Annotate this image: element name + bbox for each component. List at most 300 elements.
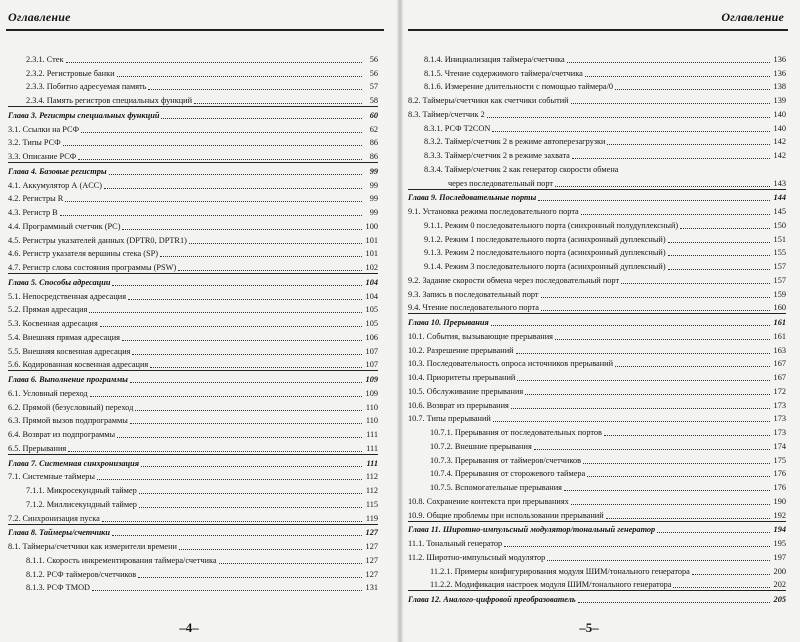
toc-entry-page: 102 <box>365 263 378 272</box>
left-page <box>0 0 398 642</box>
dot-leader <box>112 277 362 286</box>
toc-entry-title: 9.1.2. Режим 1 последовательного порта (асинхронный дуплексный) <box>424 234 666 244</box>
page-number: –4– <box>179 620 199 635</box>
toc-entry-page: 159 <box>773 289 786 299</box>
toc-entry <box>8 135 378 149</box>
toc-entry-page: 173 <box>773 400 786 410</box>
toc-entry-title: 6.1. Условный переход <box>8 388 88 398</box>
toc-entry-page: 136 <box>773 68 786 78</box>
toc-entry <box>8 482 378 496</box>
dot-leader <box>179 541 362 550</box>
toc-entry-title: 10.7.5. Вспомогательные прерывания <box>430 483 562 492</box>
dot-leader <box>100 318 362 327</box>
toc-entry-title: 7.1. Системные таймеры <box>8 472 96 482</box>
toc-entry <box>8 510 378 524</box>
toc-entry-page: 155 <box>773 248 786 258</box>
toc-entry <box>408 356 786 370</box>
toc-entry <box>408 258 786 272</box>
toc-entry <box>8 552 378 566</box>
toc-entry-page: 62 <box>369 124 378 134</box>
toc-chapter-entry <box>8 454 378 469</box>
toc-entry-title: Глава 8. Таймеры/счетчики <box>8 528 110 538</box>
toc-entry-page: 205 <box>773 595 786 604</box>
toc-chapter-entry <box>408 590 786 605</box>
toc-entry-title: 10.7.3. Прерывания от таймеров/счетчиков <box>430 455 582 465</box>
toc-entry <box>408 134 786 148</box>
dot-leader <box>138 569 362 578</box>
toc-entry-title: 5.3. Косвенная адресация <box>8 319 98 328</box>
dot-leader <box>65 193 362 202</box>
toc-entry-title: 5.6. Кодированная косвенная адресация <box>8 360 149 370</box>
toc-entry <box>408 424 786 438</box>
dot-leader <box>615 81 770 90</box>
toc-entry-page: 151 <box>773 234 786 244</box>
toc-entry-title: 8.1.2. РСФ таймеров/счетчиков <box>26 569 137 579</box>
dot-leader <box>492 123 770 132</box>
toc-entry-page: 101 <box>365 249 378 259</box>
dot-leader <box>148 81 362 90</box>
toc-entry <box>408 369 786 383</box>
toc-entry-page: 104 <box>365 291 378 301</box>
toc-entry <box>8 580 378 594</box>
toc-entry-page: 56 <box>369 68 378 78</box>
toc-entry-page: 136 <box>773 54 786 64</box>
toc-entry-title: 5.2. Прямая адресация <box>8 305 88 315</box>
dot-leader <box>92 582 362 591</box>
toc-entry-page: 111 <box>366 430 378 439</box>
toc-entry-title: 4.5. Регистры указателей данных (DPTR0, DPTR1) <box>8 235 187 245</box>
toc-entry-page: 115 <box>365 499 378 509</box>
toc-entry-title: 11.2.2. Модификация настроек модуля ШИМ/тонального генератора <box>430 580 672 590</box>
toc-entry-title: 3.1. Ссылки на РСФ <box>8 124 80 134</box>
dot-leader <box>178 262 362 271</box>
toc-entry <box>408 438 786 452</box>
toc-entry <box>8 191 378 205</box>
toc-entry-page: 112 <box>365 486 378 495</box>
toc-entry-title: 6.5. Прерывания <box>8 443 67 453</box>
toc-entry-title: 8.1.6. Измерение длительности с помощью таймера/0 <box>424 82 614 92</box>
dot-leader <box>583 455 770 464</box>
dot-leader <box>547 552 770 561</box>
toc-entry-title: 8.3.3. Таймер/счетчик 2 в режиме захвата <box>424 151 570 160</box>
toc-chapter-entry <box>408 189 786 204</box>
toc-entry-title: 9.3. Запись в последовательный порт <box>408 289 539 299</box>
dot-leader <box>135 402 362 411</box>
toc-entry-title: 10.7.2. Внешние прерывания <box>430 441 532 451</box>
toc-chapter-entry <box>408 521 786 536</box>
toc-entry <box>408 161 786 175</box>
toc-entry-title: 2.3.1. Стек <box>26 54 64 64</box>
toc-entry <box>8 538 378 552</box>
toc-entry-title: 5.5. Внешняя косвенная адресация <box>8 346 131 356</box>
toc-chapter-entry <box>8 370 378 385</box>
toc-entry <box>8 177 378 191</box>
toc-entry-title: 11.2.1. Примеры конфигурирования модуля ШИМ/тонального генератора <box>430 566 690 576</box>
toc-entry-title: 9.1. Установка режима последовательного порта <box>408 207 579 216</box>
toc-entry-page: 176 <box>773 469 786 479</box>
toc-entry-title: Глава 11. Широтно-импульсный модулятор/тональный генератор <box>408 525 656 535</box>
dot-leader <box>122 332 362 341</box>
dot-leader <box>66 54 362 63</box>
toc-entry-page: 101 <box>365 235 378 245</box>
toc-entry-page: 107 <box>365 346 378 356</box>
toc-entry-page: 131 <box>365 583 378 593</box>
dot-leader <box>680 220 770 229</box>
toc-entry-title: 3.2. Типы РСФ <box>8 138 61 148</box>
dot-leader <box>139 485 362 494</box>
toc-entry-page: 127 <box>365 528 378 538</box>
toc-entry-title: 8.1.1. Скорость инкрементирования таймера/счетчика <box>26 555 217 565</box>
header-rule <box>6 29 384 31</box>
dot-leader <box>97 471 362 480</box>
dot-leader <box>504 538 770 547</box>
toc-entry-title: 4.2. Регистры R <box>8 194 64 204</box>
toc-entry <box>8 148 378 162</box>
dot-leader <box>117 429 362 438</box>
toc-entry <box>408 147 786 161</box>
toc-entry <box>408 563 786 577</box>
toc-entry <box>8 79 378 93</box>
toc-entry-title: 8.3.2. Таймер/счетчик 2 в режиме автоперезагрузки <box>424 137 606 147</box>
toc-entry-title: 4.7. Регистр слова состояния программы (PSW) <box>8 263 177 272</box>
toc-entry-title: через последовательный порт <box>448 178 553 188</box>
toc-entry-title: 10.1. События, вызывающие прерывания <box>408 331 553 341</box>
dot-leader <box>571 496 770 505</box>
toc-entry <box>8 469 378 483</box>
toc-entry-title: 4.1. Аккумулятор А (ACC) <box>8 180 103 190</box>
toc-entry-page: 142 <box>773 137 786 147</box>
toc-entry-title: 7.1.1. Микросекундный таймер <box>26 486 137 495</box>
toc-entry <box>8 343 378 357</box>
toc-entry-title: 10.7. Типы прерываний <box>408 414 491 424</box>
dot-leader <box>657 524 770 533</box>
toc-entry-page: 99 <box>369 208 378 217</box>
toc-entry <box>408 286 786 300</box>
dot-leader <box>130 415 362 424</box>
toc-entry-page: 106 <box>365 332 378 342</box>
toc-entry-page: 111 <box>366 458 378 468</box>
toc-entry-page: 197 <box>773 552 786 562</box>
toc-entry <box>8 232 378 246</box>
dot-leader <box>141 458 362 467</box>
dot-leader <box>534 441 770 450</box>
dot-leader <box>517 372 770 381</box>
toc-entry-page: 200 <box>773 566 786 576</box>
toc-entry-title: 10.8. Сохранение контекста при прерываниях <box>408 496 569 506</box>
toc-entry-page: 150 <box>773 220 786 230</box>
toc-entry <box>408 79 786 93</box>
running-head: Оглавление <box>8 10 71 24</box>
toc-entry-title: 10.7.1. Прерывания от последовательных портов <box>430 428 602 437</box>
toc-chapter-entry <box>408 313 786 328</box>
toc-entry-page: 157 <box>773 262 786 271</box>
toc-entry <box>8 302 378 316</box>
toc-entry-title: 8.3.1. РСФ T2CON <box>424 123 491 133</box>
toc-entry <box>408 397 786 411</box>
toc-entry <box>408 328 786 342</box>
toc-entry <box>408 507 786 521</box>
toc-entry <box>8 204 378 218</box>
toc-entry <box>408 342 786 356</box>
toc-entry <box>408 203 786 217</box>
toc-entry-title: 8.2. Таймеры/счетчики как счетчики событий <box>408 96 569 105</box>
toc-entry-title: 10.9. Общие проблемы при использовании прерываний <box>408 510 604 520</box>
toc-entry <box>8 259 378 273</box>
dot-leader <box>160 248 362 257</box>
toc-entry <box>408 300 786 314</box>
toc-entry-page: 195 <box>773 539 786 548</box>
toc-entry-title: 4.4. Программный счетчик (PC) <box>8 221 121 231</box>
toc-chapter-entry <box>8 524 378 539</box>
toc-entry-page: 104 <box>365 277 378 287</box>
toc-entry-page: 127 <box>365 542 378 551</box>
dot-leader <box>122 221 362 230</box>
toc-entry-page: 127 <box>365 555 378 565</box>
dot-leader <box>567 54 770 63</box>
toc-entry-title: 10.7.4. Прерывания от сторожевого таймера <box>430 469 586 479</box>
dot-leader <box>60 207 362 216</box>
toc-entry <box>408 120 786 134</box>
dot-leader <box>139 499 362 508</box>
toc-entry <box>8 51 378 65</box>
toc-entry-title: 9.1.1. Режим 0 последовательного порта (синхронный полудуплексный) <box>424 220 679 230</box>
toc-entry-page: 140 <box>773 123 786 133</box>
toc-entry-title: Глава 9. Последовательные порты <box>408 193 537 203</box>
dot-leader <box>621 275 770 284</box>
toc-entry-title: 6.4. Возврат из подпрограммы <box>8 430 116 439</box>
toc-chapter-entry <box>8 273 378 288</box>
toc-entry <box>408 106 786 120</box>
dot-leader <box>117 68 362 77</box>
dot-leader <box>128 291 362 300</box>
dot-leader <box>194 95 362 104</box>
toc-entry-page: 174 <box>773 441 786 451</box>
toc-entry-page: 194 <box>773 525 786 535</box>
toc-entry-title: 10.3. Последовательность опроса источников прерываний <box>408 359 614 369</box>
toc-entry-page: 99 <box>369 180 378 190</box>
toc-entry-title: Глава 4. Базовые регистры <box>8 166 107 176</box>
toc-entry-page: 58 <box>369 96 378 105</box>
dot-leader <box>585 68 770 77</box>
toc-entry-page: 167 <box>773 373 786 382</box>
dot-leader <box>668 234 770 243</box>
toc-entry-page: 110 <box>365 402 378 412</box>
toc-entry-page: 173 <box>773 428 786 437</box>
header-rule <box>408 29 788 31</box>
dot-leader <box>578 594 770 603</box>
dot-leader <box>112 527 362 536</box>
toc-entry-page: 144 <box>773 193 786 203</box>
dot-leader <box>555 178 770 187</box>
dot-leader <box>587 468 770 477</box>
dot-leader <box>104 180 362 189</box>
dot-leader <box>491 317 770 326</box>
toc-chapter-entry <box>8 162 378 177</box>
toc-list <box>8 51 378 593</box>
toc-entry <box>8 413 378 427</box>
dot-leader <box>161 110 362 119</box>
dot-leader <box>130 374 362 383</box>
dot-leader <box>555 331 770 340</box>
toc-entry-title: Глава 5. Способы адресации <box>8 277 111 287</box>
dot-leader <box>604 427 770 436</box>
dot-leader <box>516 345 770 354</box>
toc-entry-page: 161 <box>773 318 786 327</box>
dot-leader <box>581 206 770 215</box>
toc-entry-title: 2.3.2. Регистровые банки <box>26 68 115 78</box>
toc-entry-title: 4.6. Регистр указателя вершины стека (SP) <box>8 249 159 259</box>
toc-entry-title: 8.1.4. Инициализация таймера/счетчика <box>424 54 565 64</box>
toc-list <box>408 51 786 605</box>
toc-entry-title: 9.1.4. Режим 3 последовательного порта (асинхронный дуплексный) <box>424 262 666 271</box>
dot-leader <box>572 150 770 159</box>
toc-entry-title: Глава 12. Аналого-цифровой преобразователь <box>408 595 576 604</box>
toc-entry-title: 3.3. Описание РСФ <box>8 152 77 161</box>
toc-entry <box>8 426 378 440</box>
page-number: –5– <box>579 620 599 635</box>
toc-entry-title: 4.3. Регистр В <box>8 208 58 217</box>
toc-entry-page: 175 <box>773 455 786 465</box>
toc-entry-page: 99 <box>369 166 378 176</box>
dot-leader <box>493 413 770 422</box>
toc-entry-page: 86 <box>369 138 378 148</box>
toc-entry-title: 9.2. Задание скорости обмена через последовательный порт <box>408 275 620 285</box>
toc-entry <box>8 566 378 580</box>
toc-entry-page: 107 <box>365 360 378 370</box>
dot-leader <box>538 192 770 201</box>
dot-leader <box>541 289 770 298</box>
toc-entry-page: 173 <box>773 414 786 424</box>
toc-entry-title: 11.1. Тональный генератор <box>408 539 503 548</box>
toc-entry <box>8 440 378 454</box>
toc-entry <box>8 92 378 106</box>
toc-entry <box>408 479 786 493</box>
dot-leader <box>525 386 770 395</box>
toc-chapter-entry <box>8 106 378 121</box>
toc-entry-page: 157 <box>773 275 786 285</box>
dot-leader <box>668 247 770 256</box>
toc-entry <box>8 315 378 329</box>
toc-entry-page: 161 <box>773 331 786 341</box>
dot-leader <box>132 346 362 355</box>
toc-entry-page: 190 <box>773 496 786 506</box>
toc-entry-title: 5.1. Непосредственная адресация <box>8 291 127 301</box>
toc-entry <box>8 399 378 413</box>
toc-entry-page: 163 <box>773 345 786 355</box>
toc-entry-title: 8.1.3. РСФ TMOD <box>26 583 91 593</box>
toc-entry <box>408 245 786 259</box>
toc-entry-page: 111 <box>366 443 378 453</box>
dot-leader <box>219 555 362 564</box>
toc-entry-title: 7.1.2. Миллисекундный таймер <box>26 499 137 509</box>
toc-entry-page: 138 <box>773 82 786 92</box>
toc-entry-title: Глава 7. Системная синхронизация <box>8 458 140 468</box>
dot-leader <box>78 151 362 160</box>
dot-leader <box>487 109 770 118</box>
dot-leader <box>81 124 362 133</box>
toc-entry-page: 145 <box>773 207 786 216</box>
dot-leader <box>511 400 770 409</box>
dot-leader <box>673 579 770 588</box>
dot-leader <box>109 166 362 175</box>
toc-entry-page: 160 <box>773 303 786 313</box>
toc-entry-title: 5.4. Внешняя прямая адресация <box>8 332 120 342</box>
toc-entry-page: 142 <box>773 151 786 160</box>
toc-entry <box>408 92 786 106</box>
toc-entry <box>408 411 786 425</box>
toc-entry-title: 6.3. Прямой вызов подпрограммы <box>8 416 128 426</box>
dot-leader <box>571 95 770 104</box>
toc-entry <box>8 288 378 302</box>
toc-entry-page: 105 <box>365 305 378 315</box>
dot-leader <box>541 302 770 311</box>
toc-entry <box>408 272 786 286</box>
dot-leader <box>564 482 770 491</box>
toc-entry <box>408 383 786 397</box>
toc-entry <box>8 385 378 399</box>
dot-leader <box>63 137 362 146</box>
toc-entry-title: 8.1. Таймеры/счетчики как измерители времени <box>8 542 177 551</box>
toc-entry-title: 10.5. Обслуживание прерывания <box>408 386 524 396</box>
toc-entry-title: 6.2. Прямой (безусловный) переход <box>8 402 134 412</box>
toc-entry-title: Глава 6. Выполнение программы <box>8 375 128 384</box>
dot-leader <box>189 235 362 244</box>
running-head: Оглавление <box>721 10 784 24</box>
toc-entry-title: 10.4. Приоритеты прерываний <box>408 373 516 382</box>
toc-entry-title: 9.4. Чтение последовательного порта <box>408 303 539 313</box>
toc-entry <box>8 357 378 371</box>
dot-leader <box>692 566 770 575</box>
toc-entry-page: 60 <box>369 110 378 120</box>
toc-entry-page: 86 <box>369 152 378 161</box>
toc-entry-page: 109 <box>365 375 378 384</box>
toc-entry-page: 172 <box>773 386 786 396</box>
toc-entry-page: 140 <box>773 109 786 119</box>
dot-leader <box>102 513 362 522</box>
toc-entry-page: 100 <box>365 221 378 231</box>
toc-entry-title: 10.6. Возврат из прерывания <box>408 400 509 410</box>
toc-entry-title: 11.2. Широтно-импульсный модулятор <box>408 552 546 562</box>
toc-entry-page: 57 <box>369 82 378 92</box>
toc-entry-page: 202 <box>773 580 786 590</box>
toc-entry-title: 7.2. Синхронизация пуска <box>8 513 100 523</box>
toc-entry <box>408 577 786 591</box>
toc-entry-page: 99 <box>369 194 378 204</box>
dot-leader <box>150 359 362 368</box>
toc-entry-title: 8.3. Таймер/счетчик 2 <box>408 109 485 119</box>
toc-entry-title: 8.1.5. Чтение содержимого таймера/счетчика <box>424 68 583 78</box>
toc-entry-page: 110 <box>365 416 378 426</box>
toc-entry <box>8 246 378 260</box>
toc-entry <box>408 175 786 189</box>
toc-entry-title: 9.1.3. Режим 2 последовательного порта (асинхронный дуплексный) <box>424 248 666 258</box>
dot-leader <box>90 388 362 397</box>
toc-entry-page: 167 <box>773 359 786 369</box>
toc-entry <box>408 549 786 563</box>
toc-entry-page: 139 <box>773 96 786 105</box>
toc-entry-page: 127 <box>365 569 378 579</box>
toc-entry <box>408 231 786 245</box>
toc-entry <box>408 493 786 507</box>
toc-entry-page: 105 <box>365 319 378 328</box>
dot-leader <box>668 261 770 270</box>
toc-entry-page: 109 <box>365 388 378 398</box>
toc-entry <box>8 218 378 232</box>
dot-leader <box>68 443 362 452</box>
toc-entry <box>8 329 378 343</box>
toc-entry <box>408 452 786 466</box>
toc-entry-page: 56 <box>369 54 378 64</box>
